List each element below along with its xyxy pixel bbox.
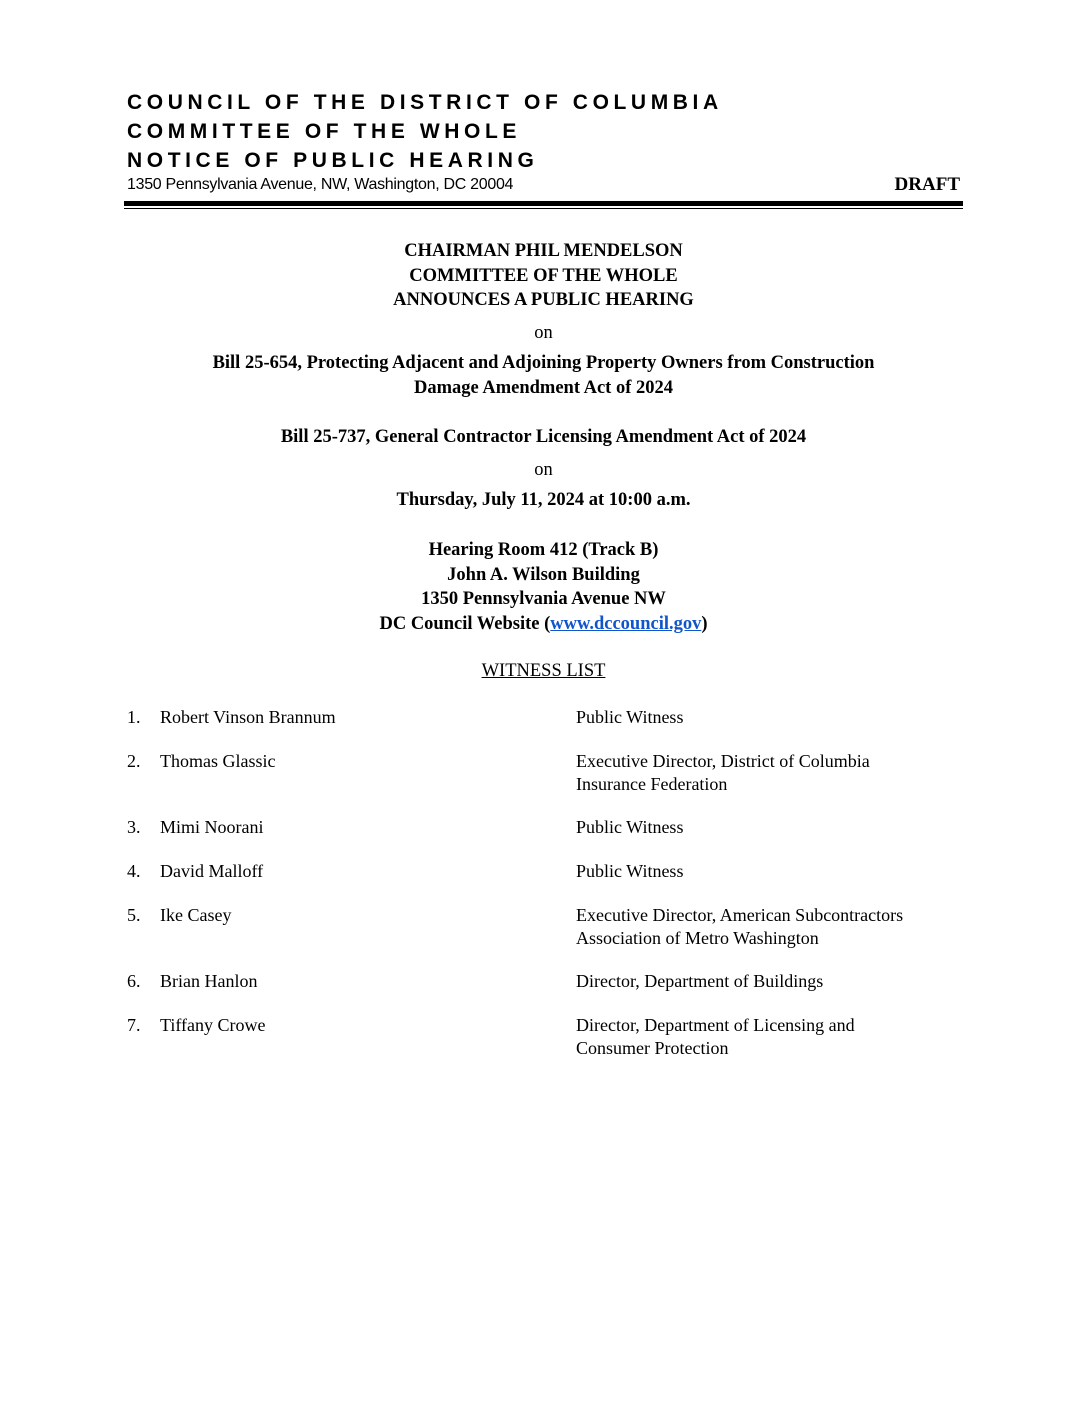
witness-title xyxy=(576,750,966,796)
witness-title-line1: Executive Director, District of Columbia xyxy=(576,751,870,771)
header-rule-thin xyxy=(124,208,963,209)
witness-title-line2: Consumer Protection xyxy=(576,1038,729,1058)
witness-list-title-text: WITNESS LIST xyxy=(481,661,606,681)
hearing-location xyxy=(124,538,963,636)
committee-line: COMMITTEE OF THE WHOLE xyxy=(409,265,678,286)
notice-title: NOTICE OF PUBLIC HEARING xyxy=(127,149,539,172)
witness-number: 5. xyxy=(127,905,141,925)
witness-number: 6. xyxy=(127,971,141,991)
witness-number: 4. xyxy=(127,861,141,881)
witness-title-line1: Public Witness xyxy=(576,707,684,727)
website-prefix: DC Council Website ( xyxy=(379,613,551,634)
on-text-1: on xyxy=(534,323,553,343)
building-name: John A. Wilson Building xyxy=(447,564,640,585)
witness-title xyxy=(576,904,966,950)
hearing-datetime: Thursday, July 11, 2024 at 10:00 a.m. xyxy=(396,490,691,510)
witness-title-line2: Insurance Federation xyxy=(576,774,728,794)
council-address: 1350 Pennsylvania Avenue, NW, Washington, DC 20004 xyxy=(127,176,514,193)
witness-number: 2. xyxy=(127,751,141,771)
hearing-room: Hearing Room 412 (Track B) xyxy=(428,540,659,560)
announces-line: ANNOUNCES A PUBLIC HEARING xyxy=(393,290,694,310)
witness-title xyxy=(576,860,966,883)
chairman-line: CHAIRMAN PHIL MENDELSON xyxy=(404,241,683,261)
witness-number: 1. xyxy=(127,707,141,727)
witness-name: Mimi Noorani xyxy=(160,817,264,837)
bill-25-654-line1: Bill 25-654, Protecting Adjacent and Adjoining Property Owners from Construction xyxy=(212,353,875,373)
witness-title xyxy=(576,970,966,993)
witness-title-line1: Executive Director, American Subcontractors xyxy=(576,905,904,925)
witness-name: Tiffany Crowe xyxy=(160,1015,266,1035)
witness-title-line1: Director, Department of Licensing and xyxy=(576,1015,855,1035)
website-suffix: ) xyxy=(701,613,708,634)
witness-number: 7. xyxy=(127,1015,141,1035)
header-rule-thick xyxy=(124,201,963,206)
announcement-heading xyxy=(124,239,963,313)
witness-title xyxy=(576,816,966,839)
witness-title xyxy=(576,1014,966,1060)
witness-title-line1: Director, Department of Buildings xyxy=(576,971,824,991)
bill-25-654-line2: Damage Amendment Act of 2024 xyxy=(414,377,673,398)
witness-name: Brian Hanlon xyxy=(160,971,258,991)
council-name: COUNCIL OF THE DISTRICT OF COLUMBIA xyxy=(127,91,723,114)
witness-name: Ike Casey xyxy=(160,905,232,925)
witness-list-title xyxy=(124,659,963,683)
witness-name: Thomas Glassic xyxy=(160,751,276,771)
witness-number: 3. xyxy=(127,817,141,837)
address-row xyxy=(127,176,962,200)
witness-name: David Malloff xyxy=(160,861,264,881)
bill-25-654 xyxy=(124,351,963,400)
witness-name: Robert Vinson Brannum xyxy=(160,707,336,727)
street-address: 1350 Pennsylvania Avenue NW xyxy=(421,589,666,609)
letterhead xyxy=(127,88,723,175)
draft-label: DRAFT xyxy=(894,174,960,195)
website-link[interactable]: www.dccouncil.gov xyxy=(550,613,702,634)
bill-25-737: Bill 25-737, General Contractor Licensing Amendment Act of 2024 xyxy=(280,427,807,447)
witness-title-line1: Public Witness xyxy=(576,861,684,881)
on-text-2: on xyxy=(534,460,553,480)
witness-title xyxy=(576,706,966,729)
website-line xyxy=(124,612,963,637)
witness-title-line1: Public Witness xyxy=(576,817,684,837)
committee-name: COMMITTEE OF THE WHOLE xyxy=(127,120,522,143)
witness-title-line2: Association of Metro Washington xyxy=(576,928,819,948)
